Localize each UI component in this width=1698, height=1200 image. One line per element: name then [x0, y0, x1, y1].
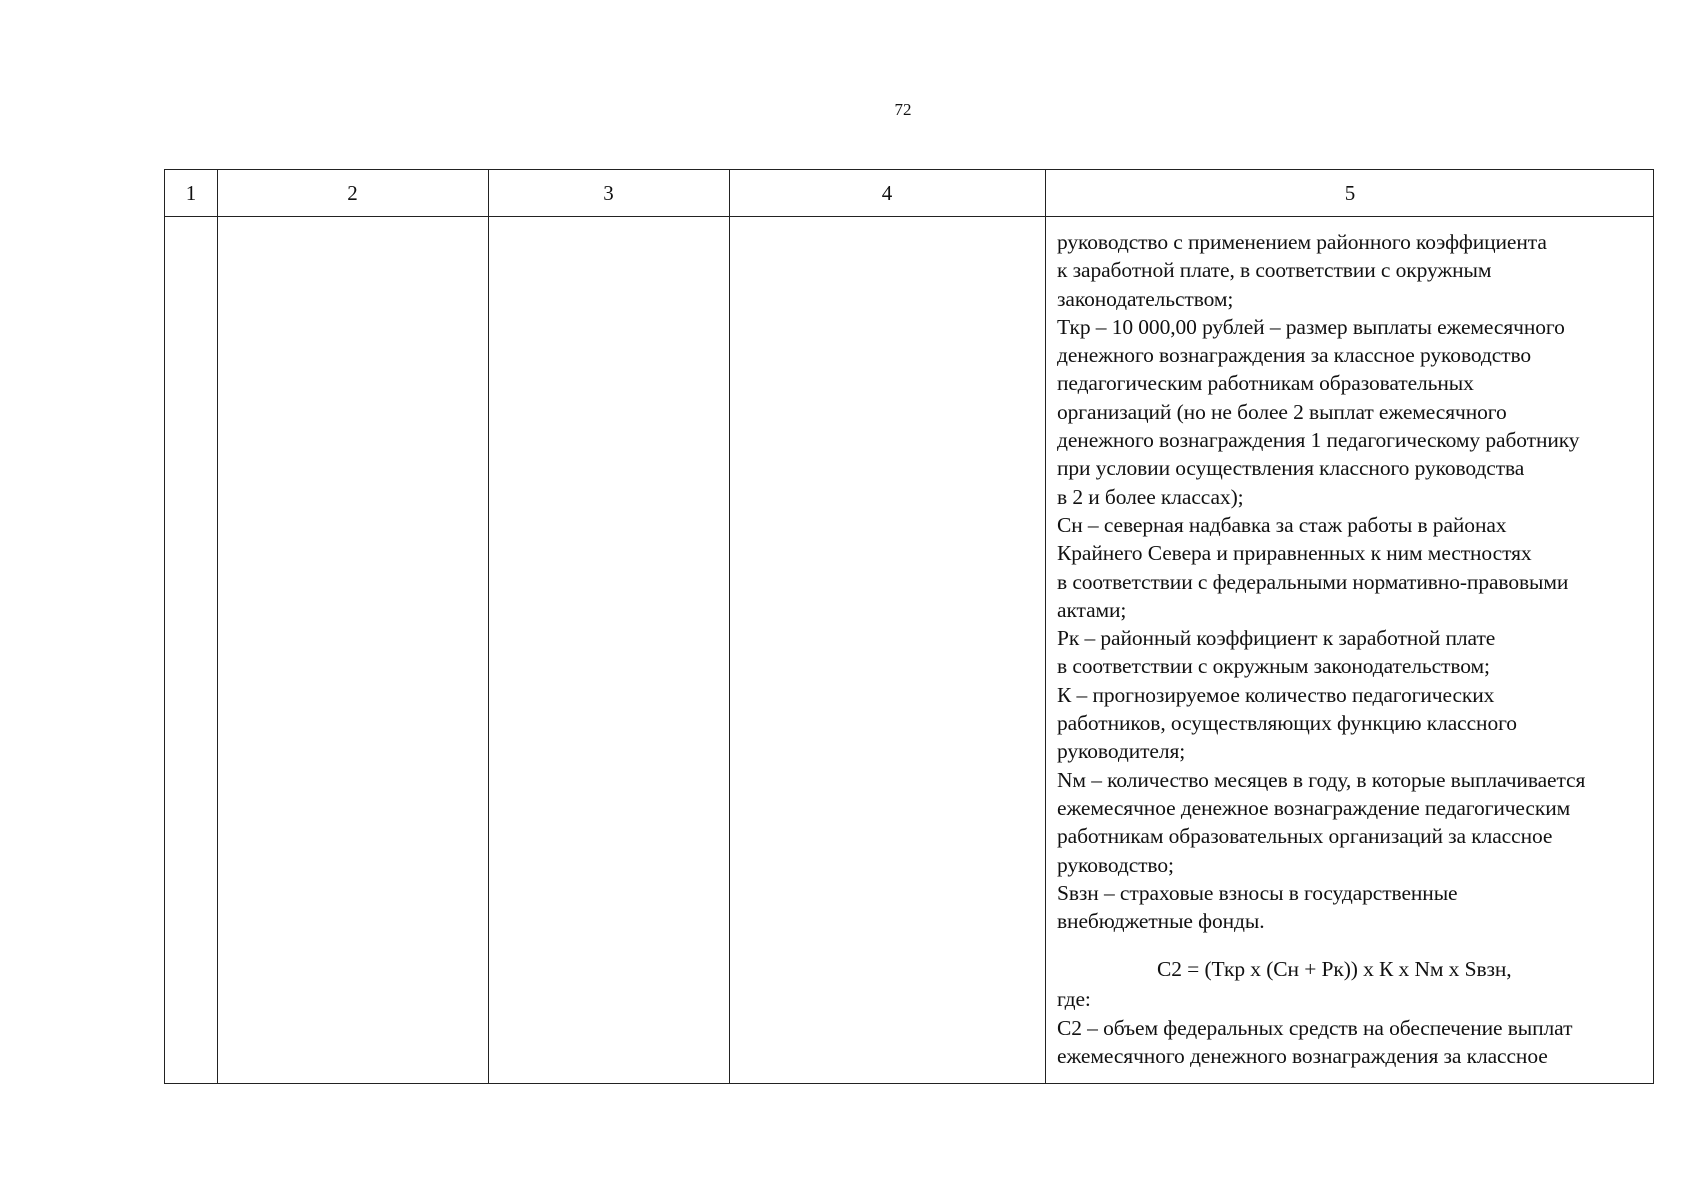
text-line: Сн – северная надбавка за стаж работы в районах: [1057, 512, 1507, 537]
text-line: педагогическим работникам образовательных: [1057, 371, 1474, 396]
text-line: С2 – объем федеральных средств на обеспечение выплат: [1057, 1015, 1573, 1040]
text-line: Ткр – 10 000,00 рублей – размер выплаты ежемесячного: [1057, 314, 1565, 339]
text-line: Nм – количество месяцев в году, в которые выплачивается: [1057, 767, 1586, 792]
text-line: К – прогнозируемое количество педагогических: [1057, 682, 1495, 707]
text-line: ежемесячного денежного вознаграждения за классное: [1057, 1044, 1548, 1069]
header-cell-2: 2: [347, 180, 358, 205]
header-cell-1: 1: [185, 180, 197, 205]
text-line: работникам образовательных организаций за классное: [1057, 824, 1553, 849]
text-line: где:: [1057, 987, 1091, 1012]
column-divider: [729, 170, 730, 1083]
text-line: Крайнего Севера и приравненных к ним местностях: [1057, 541, 1532, 566]
definitions-block: [1057, 228, 1657, 935]
page-number: 72: [894, 100, 912, 119]
text-line: руководство с применением районного коэффициента: [1057, 230, 1547, 254]
header-cell-5: 5: [1344, 180, 1356, 205]
column-divider: [1045, 170, 1046, 1083]
definitions-block-after-formula: [1057, 985, 1657, 1070]
header-row-divider: [165, 216, 1653, 217]
text-line: в соответствии с федеральными нормативно-правовыми: [1057, 569, 1569, 594]
column-divider: [217, 170, 218, 1083]
text-line: актами;: [1057, 597, 1127, 622]
column-5-content: [1057, 228, 1657, 1070]
text-line: работников, осуществляющих функцию классного: [1057, 711, 1517, 736]
formula: С2 = (Ткр х (Сн + Рк)) х К х Nм х Sвзн,: [1157, 957, 1512, 982]
text-line: руководство;: [1057, 852, 1174, 877]
text-line: Sвзн – страховые взносы в государственные: [1057, 880, 1458, 905]
text-line: при условии осуществления классного руководства: [1057, 456, 1525, 481]
text-line: в соответствии с окружным законодательством;: [1057, 654, 1490, 679]
header-cell-4: 4: [881, 180, 893, 205]
text-line: организаций (но не более 2 выплат ежемесячного: [1057, 399, 1507, 424]
spacer: [1057, 935, 1657, 955]
text-line: руководителя;: [1057, 739, 1186, 764]
text-line: законодательством;: [1057, 286, 1234, 311]
text-line: денежного вознаграждения за классное руководство: [1057, 343, 1532, 368]
text-line: Рк – районный коэффициент к заработной плате: [1057, 626, 1496, 651]
text-line: ежемесячное денежное вознаграждение педагогическим: [1057, 795, 1571, 820]
text-line: к заработной плате, в соответствии с окружным: [1057, 258, 1492, 283]
text-line: внебюджетные фонды.: [1057, 909, 1265, 934]
text-line: денежного вознаграждения 1 педагогическому работнику: [1057, 428, 1580, 453]
text-line: в 2 и более классах);: [1057, 484, 1244, 509]
column-divider: [488, 170, 489, 1083]
header-cell-3: 3: [603, 180, 614, 205]
